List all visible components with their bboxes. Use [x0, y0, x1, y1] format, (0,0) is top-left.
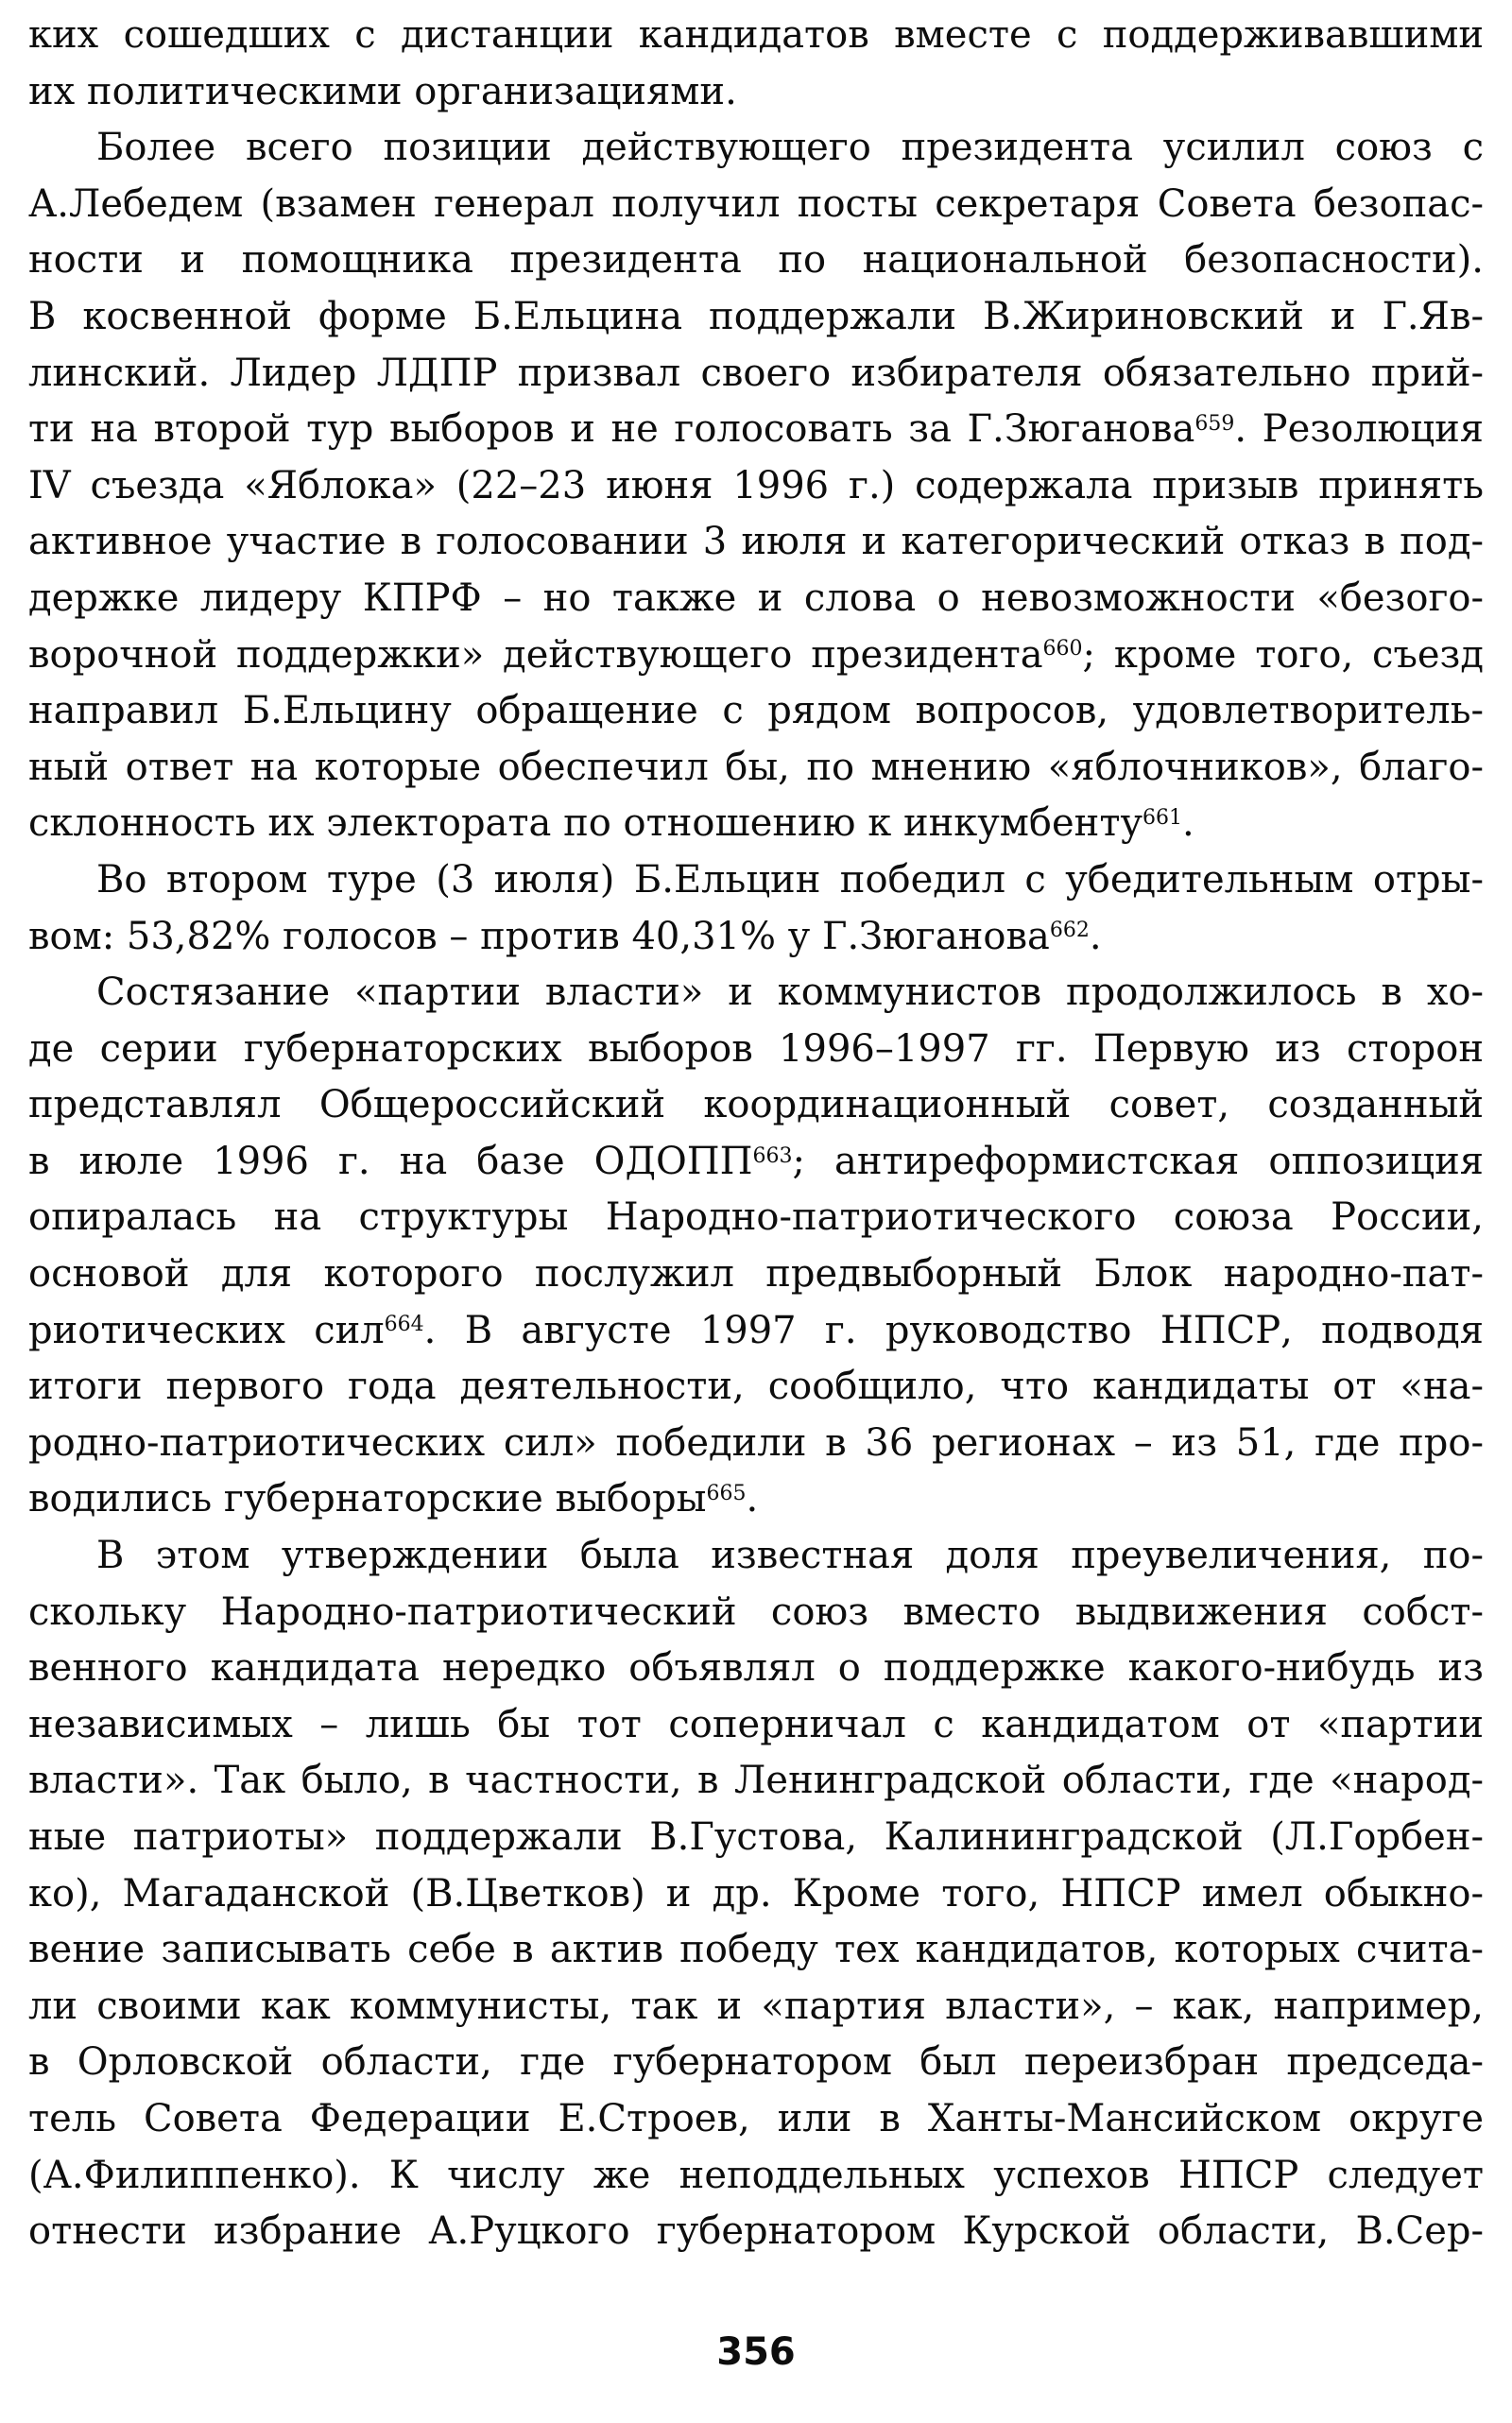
- footnote-marker: 661: [1142, 805, 1182, 830]
- text-line: [28, 1753, 1484, 1810]
- text-line: [28, 1866, 1484, 1923]
- text-line: [28, 1585, 1484, 1641]
- text-line: [28, 1697, 1484, 1754]
- line-text: . Резолюция: [1234, 407, 1484, 452]
- line-text: представлял Общероссийский координационный совет, созданный: [28, 1083, 1484, 1127]
- text-line: [28, 852, 1484, 909]
- line-text: .: [1089, 914, 1102, 958]
- line-text: итоги первого года деятельности, сообщило, что кандидаты от «на-: [28, 1365, 1484, 1409]
- line-text: . В августе 1997 г. руководство НПСР, подводя: [423, 1308, 1484, 1352]
- line-text: склонность их электората по отношению к инкумбенту: [28, 801, 1143, 846]
- line-text: ких сошедших с дистанции кандидатов вместе с поддерживавшими: [28, 13, 1484, 57]
- line-text: ти на второй тур выборов и не голосовать за Г.Зюганова: [28, 407, 1195, 452]
- text-line: [28, 2148, 1484, 2205]
- footnote-marker: 664: [384, 1313, 424, 1337]
- text-line: [28, 909, 1484, 966]
- text-line: [28, 1246, 1484, 1303]
- line-text: (А.Филиппенко). К числу же неподдельных успехов НПСР следует: [28, 2153, 1484, 2197]
- text-line: [28, 2091, 1484, 2148]
- text-line: [28, 1077, 1484, 1134]
- line-text: в Орловской области, где губернатором был переизбран председа-: [28, 2040, 1484, 2085]
- text-line: [28, 740, 1484, 797]
- text-line: [28, 1022, 1484, 1078]
- line-text: их политическими организациями.: [28, 69, 737, 113]
- footnote-marker: 665: [706, 1482, 747, 1506]
- text-line: [28, 965, 1484, 1022]
- text-line: [28, 402, 1484, 458]
- footnote-marker: 659: [1194, 411, 1235, 436]
- line-text: направил Б.Ельцину обращение с рядом вопросов, удовлетворитель-: [28, 689, 1484, 733]
- line-text: ; кроме того, съезд: [1082, 632, 1484, 677]
- line-text: венного кандидата нередко объявлял о поддержке какого-нибудь из: [28, 1646, 1484, 1691]
- text-line: [28, 1416, 1484, 1472]
- line-text: .: [746, 1477, 759, 1521]
- footnote-marker: 663: [752, 1143, 793, 1168]
- line-text: держке лидеру КПРФ – но также и слова о невозможности «безого-: [28, 576, 1484, 620]
- text-line: [28, 796, 1484, 852]
- text-line: [28, 1134, 1484, 1191]
- line-text: линский. Лидер ЛДПР призвал своего избирателя обязательно прий-: [28, 351, 1484, 395]
- text-line: [28, 683, 1484, 740]
- text-line: [28, 514, 1484, 571]
- line-text: .: [1181, 801, 1194, 846]
- line-text: отнести избрание А.Руцкого губернатором Курской области, В.Сер-: [28, 2209, 1484, 2254]
- line-text: независимых – лишь бы тот соперничал с кандидатом от «партии: [28, 1702, 1484, 1746]
- text-line: [28, 1471, 1484, 1528]
- line-text: де серии губернаторских выборов 1996–1997 гг. Первую из сторон: [28, 1026, 1484, 1071]
- text-line: [28, 232, 1484, 289]
- text-line: [28, 8, 1484, 64]
- text-line: [28, 1359, 1484, 1416]
- line-text: активное участие в голосовании 3 июля и категорический отказ в под-: [28, 520, 1484, 564]
- line-text: ный ответ на которые обеспечил бы, по мнению «яблочников», благо-: [28, 745, 1484, 789]
- text-line: [28, 289, 1484, 346]
- line-text: ные патриоты» поддержали В.Густова, Калининградской (Л.Горбен-: [28, 1815, 1484, 1859]
- page-number: 356: [716, 2330, 796, 2374]
- footnote-marker: 660: [1042, 637, 1083, 662]
- line-text: ворочной поддержки» действующего президента: [28, 632, 1043, 677]
- footnote-marker: 662: [1049, 919, 1090, 943]
- line-text: ности и помощника президента по национальной безопасности).: [28, 238, 1484, 283]
- line-text: Состязание «партии власти» и коммунистов продолжилось в хо-: [96, 971, 1484, 1015]
- text-line: [28, 1528, 1484, 1585]
- text-line: [28, 1190, 1484, 1246]
- line-text: риотических сил: [28, 1308, 385, 1352]
- text-line: [28, 177, 1484, 233]
- text-line: [28, 120, 1484, 177]
- text-line: [28, 571, 1484, 627]
- text-line: [28, 1979, 1484, 2036]
- line-text: А.Лебедем (взамен генерал получил посты секретаря Совета безопас-: [28, 181, 1484, 226]
- line-text: власти». Так было, в частности, в Ленинградской области, где «народ-: [28, 1759, 1484, 1803]
- line-text: В косвенной форме Б.Ельцина поддержали В.Жириновский и Г.Яв-: [28, 294, 1484, 338]
- paragraph: [28, 8, 1484, 120]
- line-text: водились губернаторские выборы: [28, 1477, 707, 1521]
- line-text: Во втором туре (3 июля) Б.Ельцин победил с убедительным отры-: [96, 857, 1484, 902]
- text-line: [28, 627, 1484, 684]
- text-line: [28, 2204, 1484, 2260]
- text-line: [28, 346, 1484, 403]
- text-line: [28, 1922, 1484, 1979]
- page-body: [28, 8, 1484, 2260]
- line-text: вение записывать себе в актив победу тех кандидатов, которых счита-: [28, 1928, 1484, 1972]
- paragraph: [28, 852, 1484, 965]
- text-line: [28, 1641, 1484, 1697]
- line-text: вом: 53,82% голосов – против 40,31% у Г.Зюганова: [28, 914, 1050, 958]
- text-line: [28, 2035, 1484, 2091]
- line-text: Более всего позиции действующего президента усилил союз с: [96, 126, 1484, 170]
- line-text: ; антиреформистская оппозиция: [792, 1139, 1484, 1183]
- line-text: родно-патриотических сил» победили в 36 регионах – из 51, где про-: [28, 1420, 1484, 1465]
- text-line: [28, 64, 1484, 121]
- paragraph: [28, 1528, 1484, 2260]
- line-text: опиралась на структуры Народно-патриотического союза России,: [28, 1195, 1484, 1240]
- paragraph: [28, 120, 1484, 852]
- text-line: [28, 458, 1484, 515]
- line-text: В этом утверждении была известная доля преувеличения, по-: [96, 1534, 1484, 1578]
- paragraph: [28, 965, 1484, 1528]
- text-line: [28, 1810, 1484, 1866]
- line-text: в июле 1996 г. на базе ОДОПП: [28, 1139, 753, 1183]
- line-text: тель Совета Федерации Е.Строев, или в Ханты-Мансийском округе: [28, 2096, 1484, 2140]
- line-text: скольку Народно-патриотический союз вместо выдвижения собст-: [28, 1590, 1484, 1634]
- line-text: IV съезда «Яблока» (22–23 июня 1996 г.) содержала призыв принять: [28, 463, 1484, 507]
- line-text: ли своими как коммунисты, так и «партия власти», – как, например,: [28, 1984, 1484, 2028]
- line-text: ко), Магаданской (В.Цветков) и др. Кроме того, НПСР имел обыкно-: [28, 1871, 1484, 1916]
- text-line: [28, 1303, 1484, 1360]
- line-text: основой для которого послужил предвыборный Блок народно-пат-: [28, 1252, 1484, 1297]
